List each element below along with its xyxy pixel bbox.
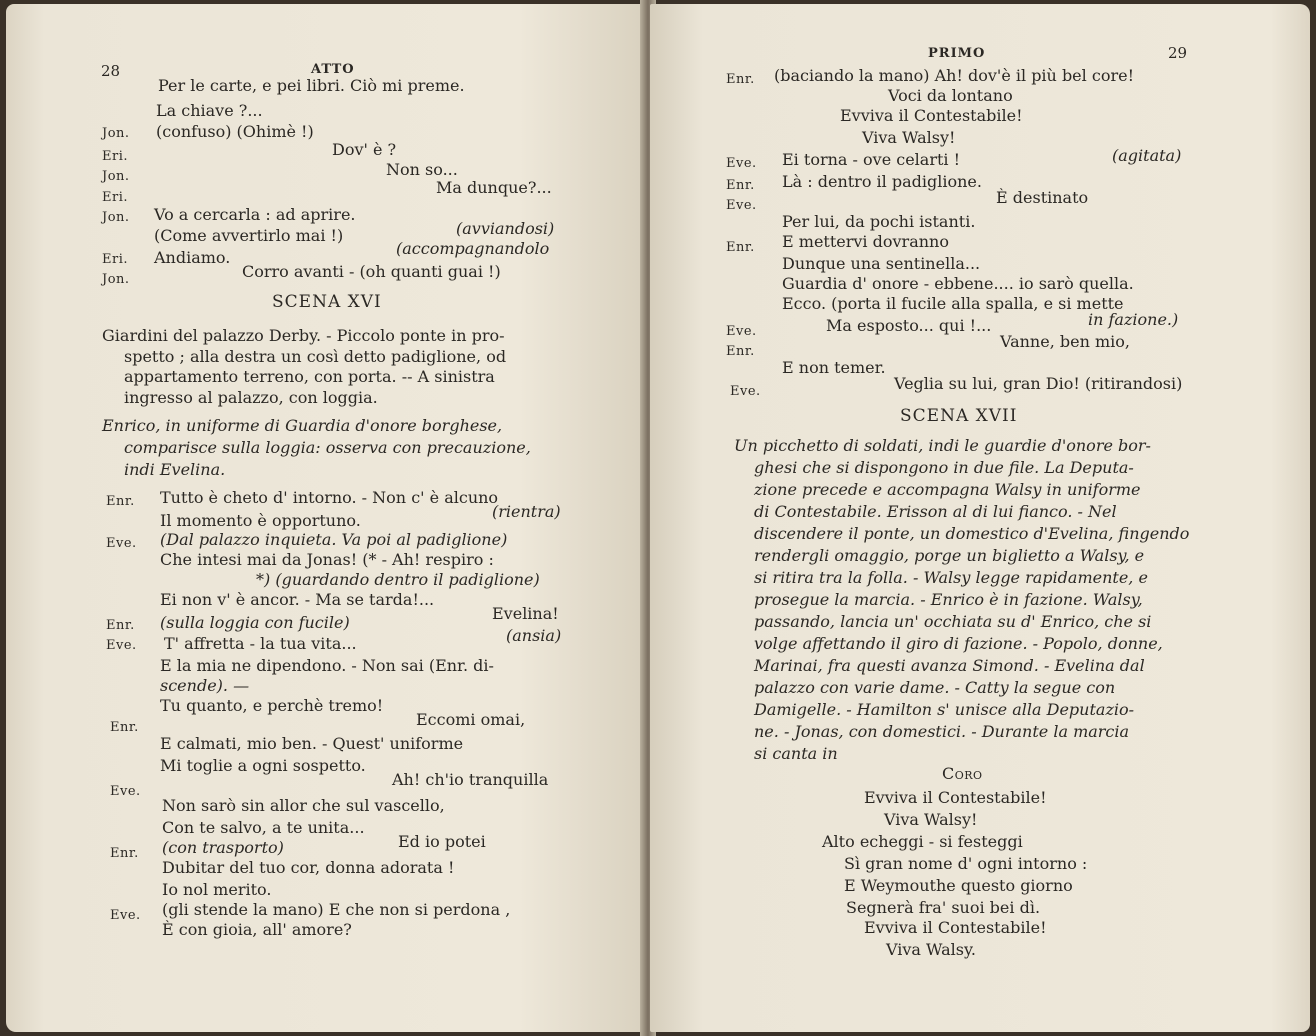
stage-note: Evelina! (492, 604, 559, 623)
text-line: scende). — (160, 676, 250, 695)
text-line: Voci da lontano (888, 86, 1013, 105)
text-line: Marinai, fra questi avanza Simond. - Evelina dal (754, 656, 1145, 675)
text-line: si ritira tra la folla. - Walsy legge rapidamente, e (754, 568, 1148, 587)
text-line: Corro avanti - (oh quanti guai !) (242, 262, 501, 281)
text-line: Dov' è ? (332, 140, 397, 159)
speaker: Eve. (106, 536, 137, 551)
text-line: si canta in (754, 744, 838, 763)
text-line: Andiamo. (154, 248, 231, 267)
text-line: Ecco. (porta il fucile alla spalla, e si mette (782, 294, 1124, 313)
text-line: passando, lancia un' occhiata su d' Enrico, che si (754, 612, 1152, 631)
left-page (6, 4, 646, 1032)
speaker: Eve. (110, 784, 141, 799)
text-line: E non temer. (782, 358, 886, 377)
stage-note: (agitata) (1112, 146, 1182, 165)
text-line: appartamento terreno, con porta. -- A sinistra (124, 367, 495, 386)
speaker: Jon. (102, 169, 130, 184)
stage-note: (avviandosi) (456, 219, 555, 238)
text-line: spetto ; alla destra un così detto padiglione, od (124, 347, 507, 366)
text-line: Ma esposto... qui !... (826, 316, 992, 335)
text-line: Ah! ch'io tranquilla (392, 770, 549, 789)
text-line: È destinato (996, 188, 1089, 207)
speaker: Jon. (102, 210, 130, 225)
text-line: (baciando la mano) Ah! dov'è il più bel core! (774, 66, 1134, 85)
text-line: Per le carte, e pei libri. Ciò mi preme. (158, 76, 465, 95)
running-head: ATTO (311, 62, 355, 77)
text-line: ingresso al palazzo, con loggia. (124, 388, 378, 407)
page-number: 28 (101, 62, 121, 80)
text-line: Dunque una sentinella... (782, 254, 981, 273)
text-line: La chiave ?... (156, 101, 263, 120)
text-line: indi Evelina. (124, 460, 226, 479)
text-line: palazzo con varie dame. - Catty la segue con (754, 678, 1116, 697)
stage-note: in fazione.) (1088, 310, 1179, 329)
speaker: Eve. (110, 908, 141, 923)
speaker: Eri. (102, 252, 128, 267)
text-line: Con te salvo, a te unita... (162, 818, 365, 837)
speaker: Enr. (110, 846, 139, 861)
text-line: rendergli omaggio, porge un biglietto a Walsy, e (754, 546, 1145, 565)
speaker: Eve. (106, 638, 137, 653)
text-line: Evviva il Contestabile! (864, 918, 1047, 937)
text-line: Per lui, da pochi istanti. (782, 212, 976, 231)
text-line: Vanne, ben mio, (1000, 332, 1130, 351)
scene-heading: SCENA XVI (272, 292, 382, 312)
stage-note: Ed io potei (398, 832, 486, 851)
text-line: Io nol merito. (162, 880, 272, 899)
speaker: Eve. (726, 324, 757, 339)
speaker: Jon. (102, 126, 130, 141)
text-line: (con trasporto) (162, 838, 284, 857)
text-line: Viva Walsy! (884, 810, 978, 829)
text-line: discendere il ponte, un domestico d'Evelina, fingendo (754, 524, 1190, 543)
text-line: (gli stende la mano) E che non si perdona , (162, 900, 511, 919)
right-page (650, 4, 1310, 1032)
text-line: di Contestabile. Erisson al di lui fianco. - Nel (754, 502, 1117, 521)
text-line: Segnerà fra' suoi bei dì. (846, 898, 1041, 917)
speaker: Eri. (102, 190, 128, 205)
text-line: ghesi che si dispongono in due file. La Deputa- (754, 458, 1134, 477)
text-line: Evviva il Contestabile! (840, 106, 1023, 125)
speaker: Enr. (110, 720, 139, 735)
text-line: (sulla loggia con fucile) (160, 613, 350, 632)
text-line: Non sarò sin allor che sul vascello, (162, 796, 445, 815)
text-line: zione precede e accompagna Walsy in uniforme (754, 480, 1141, 499)
scene-heading: SCENA XVII (900, 406, 1018, 426)
chorus-heading: Coro (942, 764, 983, 783)
text-line: E Weymouthe questo giorno (844, 876, 1073, 895)
text-line: Ma dunque?... (436, 178, 552, 197)
text-line: Veglia su lui, gran Dio! (ritirandosi) (894, 374, 1183, 393)
text-line: comparisce sulla loggia: osserva con precauzione, (124, 438, 531, 457)
text-line: Damigelle. - Hamilton s' unisce alla Deputazio- (754, 700, 1135, 719)
text-line: Che intesi mai da Jonas! (* - Ah! respiro : (160, 550, 494, 569)
text-line: Ei torna - ove celarti ! (782, 150, 961, 169)
text-line: Evviva il Contestabile! (864, 788, 1047, 807)
text-line: Mi toglie a ogni sospetto. (160, 756, 366, 775)
text-line: Vo a cercarla : ad aprire. (154, 205, 356, 224)
text-line: Enrico, in uniforme di Guardia d'onore borghese, (102, 416, 503, 435)
text-line: (confuso) (Ohimè !) (156, 122, 314, 141)
text-line: Tutto è cheto d' intorno. - Non c' è alcuno (160, 488, 499, 507)
text-line: Il momento è opportuno. (160, 511, 361, 530)
text-line: Ei non v' è ancor. - Ma se tarda!... (160, 590, 435, 609)
text-line: Dubitar del tuo cor, donna adorata ! (162, 858, 455, 877)
text-line: (Dal palazzo inquieta. Va poi al padiglione) (160, 530, 508, 549)
text-line: T' affretta - la tua vita... (164, 634, 357, 653)
running-head: PRIMO (928, 46, 986, 61)
text-line: È con gioia, all' amore? (162, 920, 352, 939)
text-line: Viva Walsy! (862, 128, 956, 147)
text-line: Tu quanto, e perchè tremo! (160, 696, 384, 715)
text-line: Eccomi omai, (416, 710, 526, 729)
page-number: 29 (1168, 44, 1188, 62)
text-line: volge affettando il giro di fazione. - Popolo, donne, (754, 634, 1163, 653)
text-line: (Come avvertirlo mai !) (154, 226, 344, 245)
speaker: Enr. (106, 494, 135, 509)
speaker: Eve. (726, 198, 757, 213)
speaker: Enr. (726, 344, 755, 359)
stage-note: (ansia) (506, 626, 562, 645)
speaker: Enr. (726, 178, 755, 193)
speaker: Eri. (102, 149, 128, 164)
text-line: Un picchetto di soldati, indi le guardie d'onore bor- (734, 436, 1151, 455)
text-line: Là : dentro il padiglione. (782, 172, 982, 191)
speaker: Enr. (106, 618, 135, 633)
text-line: *) (guardando dentro il padiglione) (256, 570, 540, 589)
text-line: E la mia ne dipendono. - Non sai (Enr. di- (160, 656, 494, 675)
text-line: Giardini del palazzo Derby. - Piccolo ponte in pro- (102, 326, 505, 345)
speaker: Eve. (730, 384, 761, 399)
text-line: Sì gran nome d' ogni intorno : (844, 854, 1088, 873)
text-line: E mettervi dovranno (782, 232, 949, 251)
speaker: Eve. (726, 156, 757, 171)
text-line: E calmati, mio ben. - Quest' uniforme (160, 734, 464, 753)
speaker: Enr. (726, 72, 755, 87)
text-line: Viva Walsy. (886, 940, 976, 959)
text-line: Guardia d' onore - ebbene.... io sarò quella. (782, 274, 1134, 293)
stage-note: (rientra) (492, 502, 561, 521)
text-line: Alto echeggi - si festeggi (822, 832, 1023, 851)
speaker: Enr. (726, 240, 755, 255)
text-line: Non so... (386, 160, 458, 179)
stage-note: (accompagnandolo (396, 239, 550, 258)
speaker: Jon. (102, 272, 130, 287)
text-line: prosegue la marcia. - Enrico è in fazione. Walsy, (754, 590, 1143, 609)
text-line: ne. - Jonas, con domestici. - Durante la marcia (754, 722, 1130, 741)
